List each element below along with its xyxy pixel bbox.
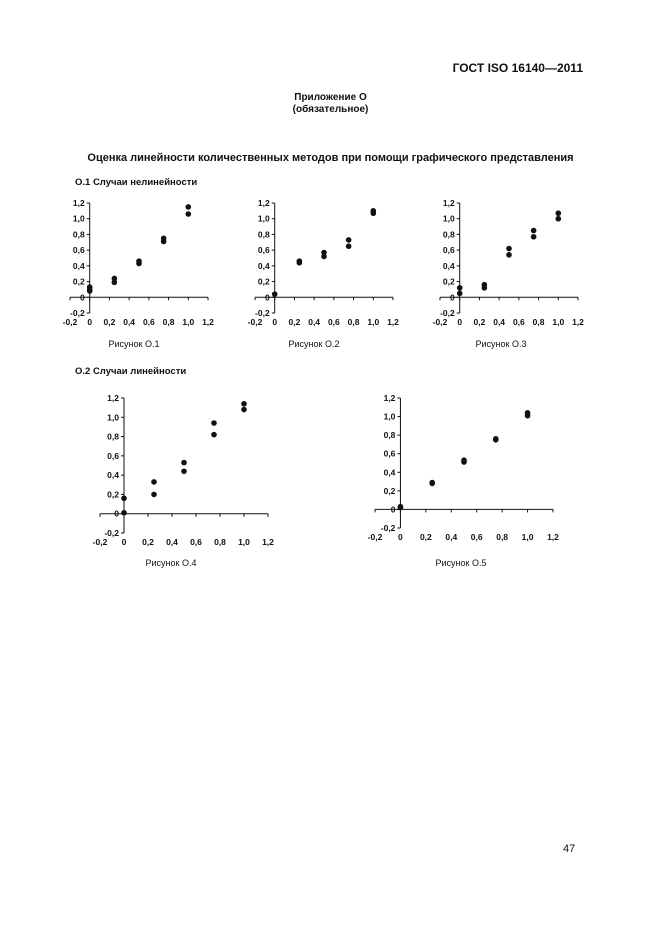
x-tick-label: -0,2 <box>432 317 448 327</box>
x-tick-label: 0,6 <box>470 532 483 542</box>
scatter-chart-o2 <box>215 195 405 335</box>
data-point <box>398 504 404 510</box>
data-point <box>506 246 512 252</box>
data-point <box>185 211 191 217</box>
x-tick-label: 0,8 <box>162 317 175 327</box>
data-point <box>457 291 463 297</box>
x-tick-label: 0,6 <box>512 317 525 327</box>
figure-caption-o5: Рисунок О.5 <box>435 558 487 568</box>
x-tick-label: 0,4 <box>308 317 321 327</box>
x-tick-label: 0,2 <box>142 537 154 547</box>
x-tick-label: 0,2 <box>103 317 116 327</box>
data-point <box>525 410 531 416</box>
y-tick-label: -0,2 <box>255 308 270 318</box>
x-tick-label: 1,2 <box>262 537 274 547</box>
figure-caption-o1: Рисунок О.1 <box>108 339 160 349</box>
data-point <box>461 457 467 463</box>
page-number: 47 <box>563 843 576 855</box>
data-point <box>272 291 278 297</box>
x-tick-label: 1,2 <box>202 317 214 327</box>
data-point <box>321 250 327 256</box>
x-tick-label: 1,0 <box>552 317 565 327</box>
x-tick-label: 0 <box>87 317 93 327</box>
document-code: ГОСТ ISO 16140—2011 <box>452 61 583 75</box>
figure-caption-o4: Рисунок О.4 <box>145 558 197 568</box>
y-tick-label: 0,8 <box>442 229 455 240</box>
y-tick-label: 0,4 <box>257 260 270 271</box>
x-tick-label: 1,2 <box>547 532 559 542</box>
x-tick-label: -0,2 <box>62 317 78 327</box>
y-tick-label: 0,4 <box>72 260 85 271</box>
data-point <box>136 258 142 264</box>
y-tick-label: 0 <box>79 292 85 303</box>
x-tick-label: 0,4 <box>123 317 136 327</box>
x-tick-label: 1,0 <box>238 537 250 547</box>
y-tick-label: -0,2 <box>104 528 119 538</box>
x-tick-label: 0,2 <box>473 317 486 327</box>
x-tick-label: 0 <box>398 532 403 542</box>
y-tick-label: 0,6 <box>107 450 119 461</box>
data-point <box>297 258 303 264</box>
x-tick-label: -0,2 <box>92 537 108 547</box>
x-tick-label: 0,2 <box>419 532 432 542</box>
y-tick-label: 1,2 <box>107 393 119 403</box>
x-tick-label: 0,4 <box>493 317 506 327</box>
scatter-chart-o5 <box>335 390 565 550</box>
y-tick-label: 0,4 <box>107 470 119 481</box>
x-tick-label: 0,4 <box>166 537 178 547</box>
x-tick-label: 1,0 <box>182 317 195 327</box>
y-tick-label: 1,0 <box>383 411 396 422</box>
y-tick-label: 0,2 <box>383 485 396 496</box>
x-tick-label: 0,6 <box>142 317 155 327</box>
section-title: Оценка линейности количественных методов при помощи графического представления <box>87 152 574 164</box>
y-tick-label: 0,6 <box>442 245 455 256</box>
subsection-nonlinearity: О.1 Случаи нелинейности <box>75 177 198 188</box>
data-point <box>181 460 187 466</box>
y-tick-label: 0 <box>390 504 396 515</box>
data-point <box>555 210 561 216</box>
x-tick-label: 0 <box>121 537 127 547</box>
y-tick-label: 0,8 <box>107 431 119 442</box>
data-point <box>121 495 127 501</box>
y-tick-label: 0,6 <box>72 245 85 256</box>
data-point <box>211 432 217 438</box>
x-tick-label: 0 <box>457 317 463 327</box>
data-point <box>555 216 561 222</box>
data-point <box>112 276 118 282</box>
x-tick-label: 1,0 <box>367 317 380 327</box>
x-tick-label: 0,8 <box>347 317 360 327</box>
data-point <box>161 236 167 242</box>
scatter-chart-o3 <box>400 195 590 335</box>
data-point <box>531 234 537 240</box>
data-point <box>531 228 537 234</box>
annex-heading <box>0 92 661 116</box>
annex-title: Приложение О <box>294 92 367 103</box>
y-tick-label: 1,0 <box>442 213 455 224</box>
data-point <box>429 480 435 486</box>
y-tick-label: 0,6 <box>257 245 270 256</box>
annex-subtitle: (обязательное) <box>292 104 369 115</box>
scatter-chart-o4 <box>60 390 280 555</box>
data-point <box>181 468 187 474</box>
y-tick-label: 0 <box>264 292 270 303</box>
y-tick-label: 0,6 <box>383 448 396 459</box>
y-tick-label: 1,2 <box>257 198 270 208</box>
figure-caption-o2: Рисунок О.2 <box>288 339 340 349</box>
y-tick-label: 1,2 <box>72 198 85 208</box>
data-point <box>482 282 488 288</box>
y-tick-label: 0,8 <box>383 430 396 441</box>
x-tick-label: 1,2 <box>387 317 399 327</box>
x-tick-label: 1,0 <box>521 532 534 542</box>
y-tick-label: 0,8 <box>72 229 85 240</box>
x-tick-label: 0 <box>272 317 278 327</box>
y-tick-label: 1,2 <box>383 393 396 403</box>
data-point <box>457 285 463 291</box>
data-point <box>346 237 352 243</box>
x-tick-label: 1,2 <box>572 317 584 327</box>
scatter-chart-o1 <box>30 195 220 335</box>
data-point <box>241 401 247 407</box>
y-tick-label: 1,2 <box>442 198 455 208</box>
y-tick-label: 0,4 <box>383 467 396 478</box>
subsection-linearity: О.2 Случаи линейности <box>75 366 187 377</box>
y-tick-label: 0,2 <box>257 276 270 287</box>
data-point <box>211 420 217 426</box>
x-tick-label: 0,6 <box>327 317 340 327</box>
x-tick-label: 0,6 <box>190 537 202 547</box>
data-point <box>121 510 127 516</box>
x-tick-label: 0,2 <box>288 317 301 327</box>
y-tick-label: -0,2 <box>440 308 455 318</box>
x-tick-label: 0,4 <box>445 532 458 542</box>
data-point <box>185 204 191 210</box>
figure-caption-o3: Рисунок О.3 <box>475 339 527 349</box>
x-tick-label: -0,2 <box>247 317 263 327</box>
y-tick-label: 1,0 <box>107 412 119 423</box>
y-tick-label: 0,8 <box>257 229 270 240</box>
data-point <box>87 287 93 293</box>
data-point <box>493 436 499 442</box>
y-tick-label: 0,2 <box>107 489 119 500</box>
data-point <box>506 252 512 258</box>
y-tick-label: 1,0 <box>257 213 270 224</box>
x-tick-label: 0,8 <box>496 532 509 542</box>
y-tick-label: 0 <box>449 292 455 303</box>
data-point <box>151 492 157 498</box>
y-tick-label: 0,2 <box>72 276 85 287</box>
x-tick-label: 0,8 <box>214 537 226 547</box>
x-tick-label: 0,8 <box>532 317 545 327</box>
x-tick-label: -0,2 <box>367 532 383 542</box>
y-tick-label: -0,2 <box>380 523 396 533</box>
y-tick-label: 0,2 <box>442 276 455 287</box>
y-tick-label: 0,4 <box>442 260 455 271</box>
data-point <box>370 208 376 214</box>
y-tick-label: -0,2 <box>70 308 85 318</box>
y-tick-label: 1,0 <box>72 213 85 224</box>
data-point <box>241 407 247 413</box>
y-tick-label: 0 <box>114 508 119 519</box>
data-point <box>346 243 352 249</box>
data-point <box>151 479 157 485</box>
